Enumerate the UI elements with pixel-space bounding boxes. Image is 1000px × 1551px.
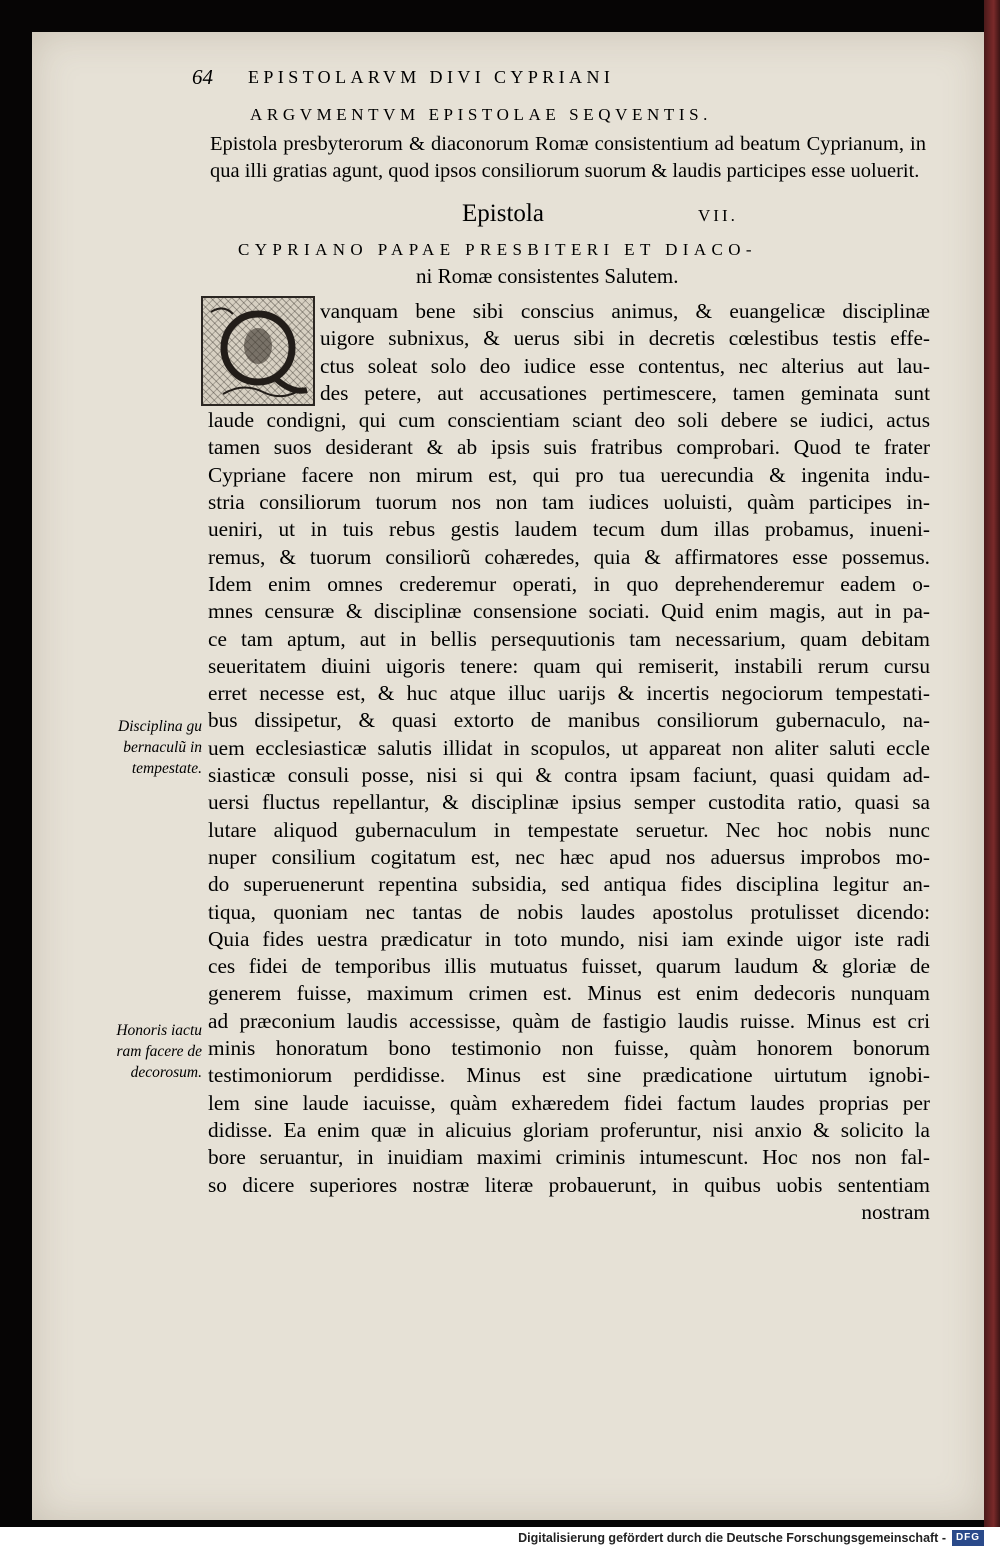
body-line: ueniri, ut in tuis rebus gestis laudem tecum dum illas probamus, inueni-: [208, 517, 930, 542]
body-line: des petere, aut accusationes pertimescere, tamen geminata sunt: [320, 380, 930, 405]
margin-note-line: bernaculũ in: [123, 739, 202, 756]
body-line: Idem enim omnes crederemur operati, in quo deprehenderemur eadem o-: [208, 571, 930, 596]
body-line: ce tam aptum, aut in bellis persequutionis tam necessarium, quam debitam: [208, 626, 930, 651]
body-line: so dicere superiores nostræ literæ probauerunt, in quibus uobis sententiam: [208, 1172, 930, 1197]
body-line: tamen suos desiderant & ab ipsis suis fratribus comprobari. Quod te frater: [208, 435, 930, 460]
book-spine-edge: [984, 0, 1000, 1551]
epistle-number: VII.: [698, 206, 738, 225]
body-line: laude condigni, qui cum conscientiam sciant deo soli debere se iudici, actus: [208, 408, 930, 433]
body-text: [208, 298, 930, 1226]
body-line: seueritatem diuini uigoris tenere: quam qui remiserit, instabili rerum cursu: [208, 653, 930, 678]
epistle-label: Epistola: [462, 200, 544, 227]
body-line: nostram: [861, 1199, 930, 1224]
body-line: uigore subnixus, & uerus sibi in decretis cœlestibus testis effe-: [320, 326, 930, 351]
footer-bar: [0, 1527, 1000, 1551]
funding-credit: Digitalisierung gefördert durch die Deutsche Forschungsgemeinschaft -: [518, 1531, 946, 1545]
margin-note-disciplina: [100, 716, 202, 779]
salutation-line-2: ni Romæ consistentes Salutem.: [416, 264, 679, 288]
body-line: Cypriane facere non mirum est, qui pro tua uerecundia & ingenita indu-: [208, 462, 930, 487]
margin-note-line: tempestate.: [131, 760, 202, 777]
margin-note-honoris: [100, 1020, 202, 1083]
running-title: EPISTOLARVM DIVI CYPRIANI: [248, 67, 615, 87]
body-line: do superuenerunt repentina subsidia, sed antiqua fides disciplina legitur an-: [208, 872, 930, 897]
body-line: Quia fides uestra prædicatur in toto mundo, nisi iam exinde uigor iste radi: [208, 926, 930, 951]
margin-note-line: decorosum.: [130, 1064, 202, 1081]
salutation-line-1: CYPRIANO PAPAE PRESBITERI ET DIACO-: [238, 240, 757, 259]
body-line: remus, & tuorum consiliorũ cohæredes, quia & affirmatores esse possemus.: [208, 544, 930, 569]
body-line: uem ecclesiasticæ salutis illidat in scopulos, ut appareat non aliter saluti eccle: [208, 735, 930, 760]
body-line: generem fuisse, maximum crimen est. Minus est enim dedecoris nunquam: [208, 981, 930, 1006]
dfg-logo-icon: DFG: [952, 1530, 984, 1546]
argument-heading: ARGVMENTVM EPISTOLAE SEQVENTIS.: [250, 105, 712, 124]
body-line: bus dissipetur, & quasi extorto de manibus consiliorum gubernaculo, na-: [208, 708, 930, 733]
body-line: minis honoratum bono testimonio non fuisse, quàm honorem bonorum: [208, 1036, 930, 1061]
body-line: didisse. Ea enim quæ in alicuius gloriam proferuntur, nisi anxio & solicito la: [208, 1117, 930, 1142]
margin-note-line: Disciplina gu: [118, 718, 202, 735]
body-line: vanquam bene sibi conscius animus, & euangelicæ disciplinæ: [320, 299, 930, 323]
body-line: mnes censuræ & disciplinæ consensione sociati. Quid enim magis, aut in pa-: [208, 599, 930, 624]
running-head: [192, 65, 912, 95]
body-line: lem sine laude iacuisse, quàm exhæredem fidei factum laudes proprias per: [208, 1090, 930, 1115]
body-line: testimoniorum perdidisse. Minus est sine prædicatione uirtutum ignobi-: [208, 1063, 930, 1088]
body-line: tiqua, quoniam nec tantas de nobis laudes apostolus protulisset dicendo:: [208, 899, 930, 924]
body-line: siasticæ consuli posse, nisi si qui & contra ipsam faciunt, quasi quidam ad-: [208, 763, 930, 788]
page-number: 64: [192, 65, 213, 89]
margin-note-line: ram facere de: [116, 1043, 202, 1060]
body-line: stria consiliorum tuorum nos non tam iudices uoluisti, quàm participes in-: [208, 490, 930, 515]
body-line: lutare aliquod gubernaculum in tempestate seruetur. Nec hoc nobis nunc: [208, 817, 930, 842]
body-line: ad præconium laudis accessisse, quàm de fastigio laudis ruisse. Minus est cri: [208, 1008, 930, 1033]
epistle-heading: [462, 200, 762, 228]
body-line: erret necesse est, & huc atque illuc uarijs & incertis negociorum tempestati-: [208, 681, 930, 706]
body-line: bore seruantur, in inuidiam maximi criminis intumescunt. Hoc nos non fal-: [208, 1145, 930, 1170]
body-line: ctus soleat solo deo iudice esse contentus, nec alterius aut lau-: [320, 353, 930, 378]
body-line: ces fidei de temporibus illis mutuatus fuisset, quarum laudum & gloriæ de: [208, 954, 930, 979]
margin-note-line: Honoris iactu: [116, 1022, 202, 1039]
body-line: uersi fluctus repellantur, & disciplinæ ipsius semper custodita ratio, quasi sa: [208, 790, 930, 815]
argument-text: Epistola presbyterorum & diaconorum Romæ consistentium ad beatum Cyprianum, in qua illi gratias agunt, quod ipsos consiliorum suorum & laudis participes esse uoluerit.: [210, 133, 926, 182]
body-line: nuper consilium cogitatum est, nec hæc apud nos aduersus improbos mo-: [208, 844, 930, 869]
